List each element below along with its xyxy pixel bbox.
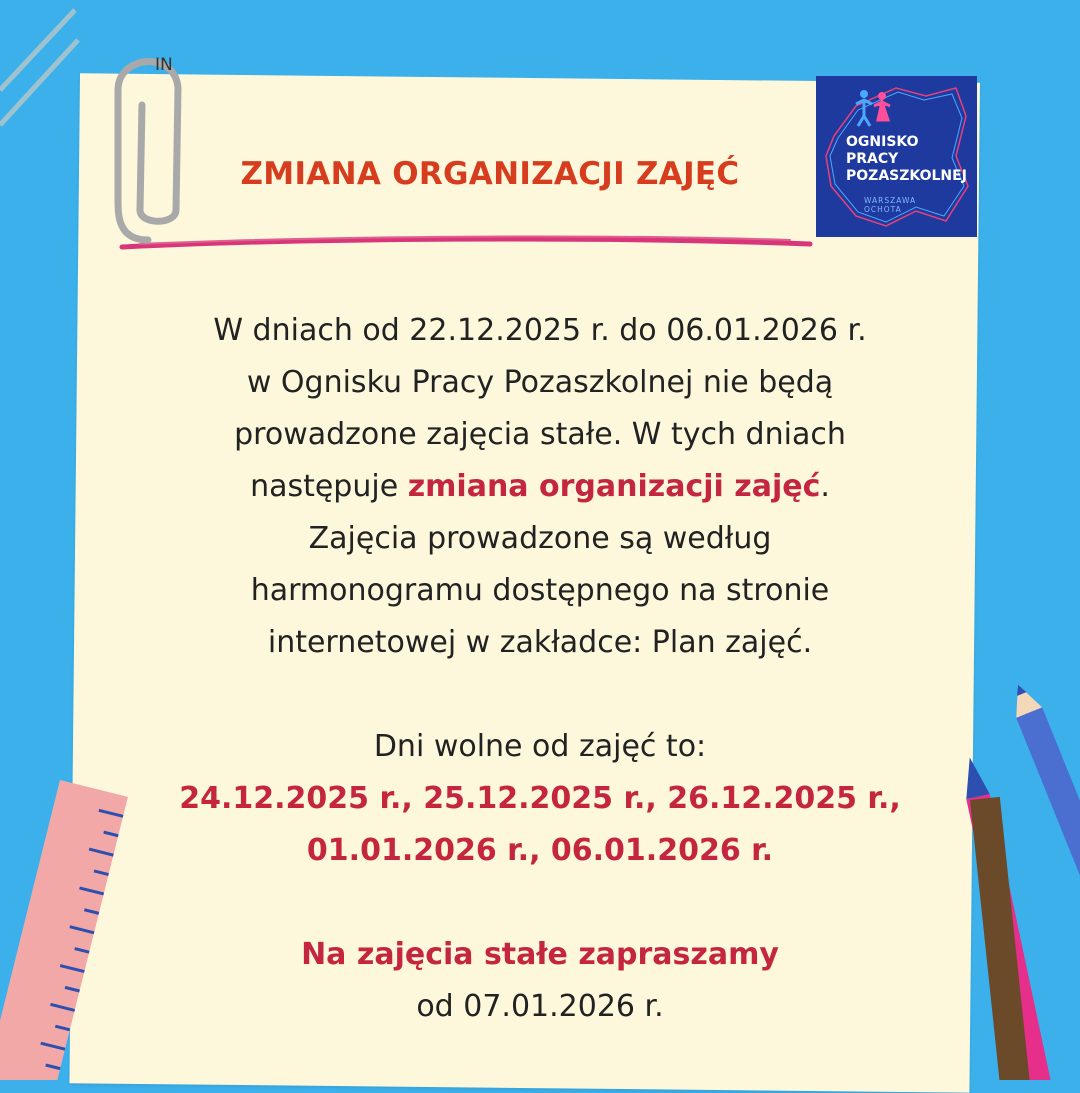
- logo-sub-line: OCHOTA: [864, 205, 902, 214]
- body-line: W dniach od 22.12.2025 r. do 06.01.2026 r.: [213, 313, 867, 348]
- body-text: .: [820, 469, 830, 504]
- body-line: w Ognisku Pracy Pozaszkolnej nie będą: [246, 365, 834, 400]
- body-text: następuje: [250, 469, 408, 504]
- days-off-label: Dni wolne od zajęć to:: [373, 729, 707, 764]
- logo-line: POZASZKOLNEJ: [846, 168, 967, 184]
- corner-label: IN: [155, 55, 173, 75]
- logo-line: OGNISKO: [846, 134, 919, 150]
- body-line: internetowej w zakładce: Plan zajęć.: [267, 625, 813, 660]
- body-line: harmonogramu dostępnego na stronie: [250, 573, 830, 608]
- highlight-text: zmiana organizacji zajęć: [407, 469, 821, 504]
- logo-line: PRACY: [846, 151, 899, 167]
- body-line: prowadzone zajęcia stałe. W tych dniach: [234, 417, 846, 452]
- invitation-text: Na zajęcia stałe zapraszamy: [301, 937, 779, 972]
- days-off-dates: 01.01.2026 r., 06.01.2026 r.: [306, 833, 774, 868]
- invitation-date: od 07.01.2026 r.: [416, 989, 664, 1024]
- body-line: Zajęcia prowadzone są według: [308, 521, 772, 556]
- page-title: ZMIANA ORGANIZACJI ZAJĘĆ: [240, 156, 740, 192]
- days-off-dates: 24.12.2025 r., 25.12.2025 r., 26.12.2025 r.,: [179, 781, 901, 816]
- logo-sub-line: WARSZAWA: [864, 196, 917, 205]
